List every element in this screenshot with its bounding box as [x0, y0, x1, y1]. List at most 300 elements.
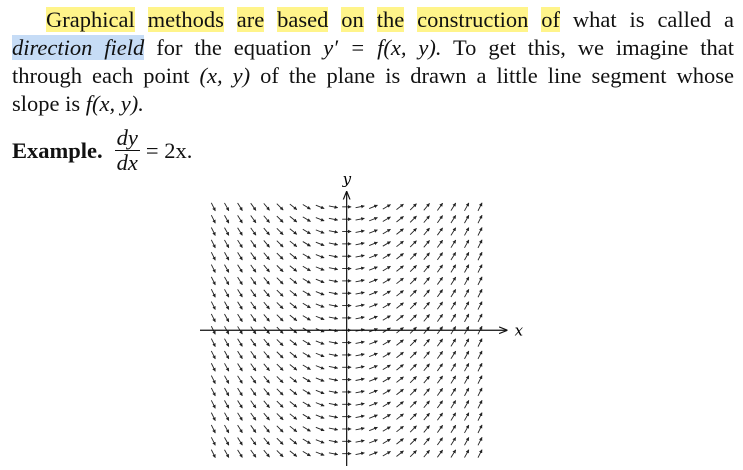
slope-arrow [238, 388, 243, 396]
slope-arrow [464, 302, 468, 310]
slope-arrow [410, 278, 416, 284]
slope-arrow [211, 289, 215, 297]
slope-arrow [410, 216, 416, 222]
slope-arrow [238, 240, 243, 248]
slope-arrow [277, 228, 283, 234]
slope-arrow [451, 314, 456, 322]
slope-arrow [396, 439, 403, 445]
slope-arrow [316, 218, 324, 221]
slope-arrow [396, 216, 403, 222]
slope-arrow [238, 351, 243, 359]
slope-arrow [238, 215, 243, 223]
slope-arrow [290, 364, 297, 370]
slope-arrow [464, 450, 468, 458]
slope-arrow [316, 452, 324, 455]
slope-arrow [356, 268, 365, 270]
paragraph-line-1 [12, 6, 734, 34]
slope-arrow [424, 302, 430, 309]
slope-arrow [211, 376, 215, 384]
slope-arrow [238, 289, 243, 297]
slope-arrow [356, 206, 365, 208]
slope-arrow [369, 366, 377, 369]
slope-arrow [478, 351, 482, 359]
slope-arrow [369, 230, 377, 233]
slope-arrow [224, 314, 228, 322]
slope-arrow [451, 215, 456, 223]
slope-arrow [478, 437, 482, 445]
slope-arrow [478, 228, 482, 236]
highlight-direction-field: direction field [12, 35, 145, 60]
slope-arrow [224, 413, 228, 421]
slope-arrow [410, 364, 416, 370]
slope-arrow [383, 242, 391, 247]
slope-arrow [478, 314, 482, 322]
slope-arrow [211, 265, 215, 273]
slope-arrow [251, 314, 256, 321]
slope-arrow [396, 340, 403, 346]
slope-arrow [451, 228, 456, 236]
slope-arrow [238, 425, 243, 433]
slope-arrow [478, 240, 482, 248]
slope-arrow [211, 277, 215, 285]
slope-arrow [316, 415, 324, 418]
slope-arrow [277, 364, 283, 370]
slope-arrow [224, 228, 228, 236]
slope-arrow [369, 427, 377, 430]
slope-arrow [424, 277, 430, 284]
slope-arrow [369, 255, 377, 258]
highlight-on: on [341, 7, 364, 32]
highlight-based: based [277, 7, 329, 32]
slope-arrow [478, 302, 482, 310]
slope-arrow [356, 317, 365, 319]
slope-arrow [264, 240, 270, 247]
slope-arrow [290, 241, 297, 247]
highlight-methods: methods [147, 7, 224, 32]
slope-arrow [329, 292, 338, 294]
slope-arrow [277, 278, 283, 284]
slope-arrow [264, 339, 270, 346]
slope-arrow [464, 314, 468, 322]
slope-arrow [478, 289, 482, 297]
slope-arrow [329, 366, 338, 368]
slope-arrow [424, 290, 430, 297]
slope-arrow [290, 253, 297, 259]
slope-arrow [238, 438, 243, 446]
slope-arrow [424, 389, 430, 396]
fraction-denominator: dx [116, 150, 138, 175]
slope-arrow [211, 450, 215, 458]
slope-arrow [424, 253, 430, 260]
slope-arrow [303, 205, 311, 210]
slope-arrow [369, 440, 377, 443]
slope-arrow [369, 415, 377, 418]
slope-arrow [464, 363, 468, 371]
slope-arrow [211, 351, 215, 359]
slope-arrow [277, 401, 283, 407]
slope-arrow [383, 377, 391, 382]
slope-arrow [451, 400, 456, 408]
slope-arrow [303, 402, 311, 407]
slope-arrow [264, 290, 270, 297]
slope-arrow [464, 400, 468, 408]
slope-arrow [224, 400, 228, 408]
slope-arrow [316, 353, 324, 356]
highlight-are: are [236, 7, 265, 32]
slope-arrow [316, 316, 324, 319]
slope-arrow [383, 279, 391, 284]
slope-arrow [303, 254, 311, 259]
slope-arrow [290, 340, 297, 346]
slope-arrow [290, 451, 297, 457]
slope-arrow [290, 216, 297, 222]
slope-arrow [356, 280, 365, 282]
slope-arrow [238, 376, 243, 384]
slope-arrow [290, 290, 297, 296]
slope-arrow [224, 215, 228, 223]
slope-arrow [303, 303, 311, 308]
slope-arrow [238, 450, 243, 458]
slope-arrow [383, 266, 391, 271]
slope-arrow [383, 254, 391, 259]
slope-arrow [396, 389, 403, 395]
slope-arrow [251, 388, 256, 395]
slope-arrow [264, 277, 270, 284]
slope-arrow [329, 317, 338, 319]
slope-arrow [329, 305, 338, 307]
slope-arrow [424, 450, 430, 457]
slope-arrow [410, 438, 416, 444]
slope-arrow [356, 391, 365, 393]
slope-arrow [464, 228, 468, 236]
slope-arrow [264, 413, 270, 420]
slope-arrow [424, 364, 430, 371]
slope-arrow [396, 315, 403, 321]
slope-arrow [410, 302, 416, 308]
slope-arrow [251, 277, 256, 284]
slope-arrow [251, 302, 256, 309]
highlight-the: the [376, 7, 405, 32]
slope-arrow [303, 279, 311, 284]
slope-arrow [277, 376, 283, 382]
slope-arrow [478, 277, 482, 285]
slope-arrow [329, 428, 338, 430]
slope-arrow [478, 252, 482, 260]
slope-arrow [224, 363, 228, 371]
slope-arrow [410, 413, 416, 419]
slope-arrow [316, 390, 324, 393]
slope-arrow [451, 277, 456, 285]
slope-arrow [464, 277, 468, 285]
slope-arrow [410, 253, 416, 259]
slope-arrow [224, 289, 228, 297]
slope-arrow [251, 351, 256, 358]
slope-arrow [264, 216, 270, 223]
slope-arrow [437, 388, 442, 395]
slope-arrow [303, 377, 311, 382]
slope-arrow [316, 279, 324, 282]
slope-arrow [303, 414, 311, 419]
slope-arrow [238, 314, 243, 322]
slope-arrow [478, 339, 482, 347]
equation-inline: y′ = f(x, y). [323, 35, 442, 60]
slope-arrow [424, 351, 430, 358]
slope-arrow [224, 437, 228, 445]
slope-arrow [238, 339, 243, 347]
slope-arrow [329, 354, 338, 356]
slope-arrow [303, 427, 311, 432]
slope-arrow [224, 425, 228, 433]
slope-arrow [478, 400, 482, 408]
slope-arrow [410, 450, 416, 456]
slope-arrow [316, 304, 324, 307]
slope-arrow [451, 351, 456, 359]
slope-arrow [424, 228, 430, 235]
slope-arrow [277, 241, 283, 247]
slope-arrow [478, 388, 482, 396]
example-rhs: = 2x. [145, 137, 193, 163]
slope-arrow [451, 240, 456, 248]
slope-arrow [451, 413, 456, 421]
slope-arrow [264, 228, 270, 235]
slope-arrow [437, 290, 442, 297]
slope-arrow [251, 450, 256, 457]
slope-arrow [224, 376, 228, 384]
slope-arrow [251, 413, 256, 420]
slope-arrow [383, 291, 391, 296]
slope-arrow [316, 292, 324, 295]
slope-arrow [238, 228, 243, 236]
slope-arrow [303, 340, 311, 345]
slope-arrow [264, 401, 270, 408]
slope-arrow [396, 229, 403, 235]
slope-arrow [264, 203, 270, 210]
slope-arrow [277, 413, 283, 419]
slope-arrow [251, 203, 256, 210]
slope-arrow [356, 243, 365, 245]
slope-arrow [424, 265, 430, 272]
direction-field-figure [200, 170, 524, 466]
slope-arrow [356, 440, 365, 442]
slope-arrow [424, 401, 430, 408]
slope-arrow [238, 302, 243, 310]
slope-arrow [424, 216, 430, 223]
slope-arrow [464, 388, 468, 396]
slope-arrow [211, 203, 215, 211]
slope-arrow [316, 403, 324, 406]
slope-arrow [251, 265, 256, 272]
slope-arrow [464, 265, 468, 273]
slope-arrow [369, 279, 377, 282]
slope-arrow [329, 416, 338, 418]
slope-arrow [329, 268, 338, 270]
slope-arrow [369, 390, 377, 393]
example-block [12, 126, 192, 175]
slope-arrow [316, 230, 324, 233]
slope-arrow [211, 240, 215, 248]
slope-arrow [277, 216, 283, 222]
slope-arrow [316, 242, 324, 245]
slope-arrow [410, 389, 416, 395]
slope-arrow [437, 314, 442, 321]
slope-arrow [478, 215, 482, 223]
slope-arrow [290, 352, 297, 358]
slope-arrow [329, 255, 338, 257]
slope-arrow [290, 389, 297, 395]
slope-arrow [251, 228, 256, 235]
slope-arrow [424, 438, 430, 445]
slope-arrow [303, 365, 311, 370]
slope-arrow [383, 402, 391, 407]
line1-rest: what is called a [572, 7, 735, 32]
slope-arrow [224, 240, 228, 248]
slope-arrow [437, 401, 442, 408]
slope-arrow [396, 278, 403, 284]
slope-arrow [451, 450, 456, 458]
slope-arrow [437, 228, 442, 235]
slope-arrow [478, 203, 482, 211]
y-axis-label: y [342, 170, 352, 189]
slope-arrow [356, 403, 365, 405]
slope-arrow [369, 218, 377, 221]
slope-arrow [383, 414, 391, 419]
slope-arrow [383, 365, 391, 370]
slope-arrow [264, 302, 270, 309]
paragraph-line-3 [12, 62, 734, 90]
slope-arrow [464, 289, 468, 297]
slope-arrow [383, 303, 391, 308]
slope-arrow [369, 403, 377, 406]
slope-arrow [464, 437, 468, 445]
slope-arrow [396, 352, 403, 358]
slope-arrow [410, 315, 416, 321]
slope-arrow [277, 438, 283, 444]
slope-arrow [451, 252, 456, 260]
slope-arrow [478, 376, 482, 384]
slope-arrow [396, 414, 403, 420]
highlight-of: of [541, 7, 560, 32]
slope-arrow [356, 428, 365, 430]
slope-arrow [464, 240, 468, 248]
slope-arrow [410, 376, 416, 382]
slope-arrow [251, 339, 256, 346]
slope-arrow [369, 452, 377, 455]
slope-arrow [316, 255, 324, 258]
slope-arrow [356, 305, 365, 307]
slope-arrow [464, 252, 468, 260]
slope-arrow [224, 450, 228, 458]
slope-arrow [238, 413, 243, 421]
slope-arrow [316, 378, 324, 381]
slope-arrow [251, 290, 256, 297]
slope-arrow [238, 400, 243, 408]
slope-arrow [369, 267, 377, 270]
line2-text2: To get this, we imagine that [453, 35, 735, 60]
slope-arrow [238, 277, 243, 285]
slope-arrow [290, 204, 297, 210]
slope-arrow [251, 438, 256, 445]
slope-arrow [410, 339, 416, 345]
slope-arrow [211, 339, 215, 347]
slope-arrow [369, 242, 377, 245]
slope-arrow [410, 290, 416, 296]
slope-arrow [251, 376, 256, 383]
paragraph-line-4 [12, 90, 734, 118]
slope-arrow [410, 352, 416, 358]
slope-arrow [277, 450, 283, 456]
slope-arrow [478, 425, 482, 433]
derivative-fraction [115, 126, 140, 175]
slope-arrow [264, 351, 270, 358]
slope-arrow [383, 390, 391, 395]
line3-text2: of the plane is drawn a little line segment whose [260, 63, 734, 88]
slope-arrow [290, 401, 297, 407]
slope-arrow [451, 289, 456, 297]
slope-arrow [329, 243, 338, 245]
slope-arrow [238, 265, 243, 273]
slope-arrow [410, 204, 416, 210]
slope-arrow [251, 364, 256, 371]
slope-arrow [356, 379, 365, 381]
slope-arrow [396, 364, 403, 370]
slope-arrow [224, 351, 228, 359]
slope-arrow [303, 390, 311, 395]
slope-arrow [264, 376, 270, 383]
point-inline: (x, y) [199, 63, 251, 88]
slope-arrow [303, 439, 311, 444]
slope-arrow [303, 291, 311, 296]
slope-arrow [396, 303, 403, 309]
slope-arrow [277, 339, 283, 345]
slope-arrow [224, 388, 228, 396]
slope-arrow [356, 255, 365, 257]
slope-arrow [264, 389, 270, 396]
slope-arrow [369, 341, 377, 344]
slope-arrow [329, 403, 338, 405]
slope-arrow [251, 240, 256, 247]
slope-arrow [356, 292, 365, 294]
slope-arrow [211, 363, 215, 371]
slope-arrow [211, 228, 215, 236]
slope-arrow [238, 252, 243, 260]
slope-arrow [329, 231, 338, 233]
slope-arrow [383, 217, 391, 222]
slope-arrow [356, 416, 365, 418]
slope-arrow [211, 252, 215, 260]
slope-arrow [277, 302, 283, 308]
slope-arrow [369, 205, 377, 208]
slope-arrow [383, 439, 391, 444]
slope-arrow [451, 363, 456, 371]
slope-arrow [329, 342, 338, 344]
slope-arrow [437, 277, 442, 284]
slope-arrow [303, 229, 311, 234]
slope-arrow [424, 203, 430, 210]
slope-arrow [464, 413, 468, 421]
slope-arrow [264, 314, 270, 321]
slope-arrow [451, 302, 456, 310]
slope-arrow [316, 440, 324, 443]
line2-text1: for the equation [156, 35, 312, 60]
slope-arrow [290, 278, 297, 284]
line3-text1: through each point [12, 63, 190, 88]
highlight-construction: construction [417, 7, 529, 32]
slope-arrow [396, 426, 403, 432]
slope-arrow [410, 401, 416, 407]
slope-arrow [290, 229, 297, 235]
slope-arrow [451, 203, 456, 211]
slope-arrow [437, 339, 442, 346]
